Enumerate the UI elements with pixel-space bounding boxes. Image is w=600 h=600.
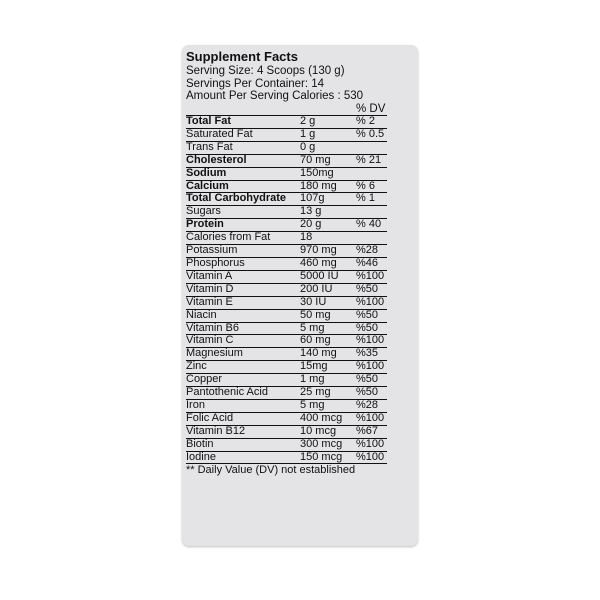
nutrient-name: Niacin: [186, 309, 300, 322]
nutrient-name: Cholesterol: [186, 154, 300, 167]
table-row: [186, 116, 387, 128]
table-row: [186, 257, 387, 270]
table-row: [186, 412, 387, 425]
nutrient-name: Protein: [186, 219, 300, 232]
table-row: [186, 438, 387, 451]
nutrient-dv: % 21: [356, 154, 387, 167]
nutrient-amount: 460 mg: [300, 257, 356, 270]
nutrient-amount: 200 IU: [300, 283, 356, 296]
table-row: [186, 270, 387, 283]
nutrient-name: Vitamin C: [186, 335, 300, 348]
table-row: [186, 348, 387, 361]
dv-column-header: % DV: [356, 102, 386, 115]
nutrient-dv: [356, 232, 387, 245]
nutrient-amount: 150 mcg: [300, 451, 356, 464]
footnote: ** Daily Value (DV) not established: [186, 464, 356, 477]
amount-per-serving: Amount Per Serving Calories : 530: [186, 90, 364, 102]
nutrient-dv: [356, 167, 387, 180]
nutrient-name: Vitamin A: [186, 270, 300, 283]
nutrient-amount: 30 IU: [300, 296, 356, 309]
table-row: [186, 232, 387, 245]
nutrient-name: Total Fat: [186, 116, 300, 128]
panel-title: Supplement Facts: [186, 49, 298, 64]
dv-header-row: [186, 103, 387, 117]
nutrient-dv: %46: [356, 257, 387, 270]
nutrient-name: Trans Fat: [186, 141, 300, 154]
nutrient-amount: 15mg: [300, 361, 356, 374]
nutrient-amount: 25 mg: [300, 387, 356, 400]
table-row: [186, 141, 387, 154]
nutrient-dv: %100: [356, 296, 387, 309]
nutrient-amount: 0 g: [300, 141, 356, 154]
nutrient-name: Vitamin B6: [186, 322, 300, 335]
table-row: [186, 180, 387, 193]
nutrient-amount: 5 mg: [300, 322, 356, 335]
nutrient-name: Biotin: [186, 438, 300, 451]
table-row: [186, 399, 387, 412]
table-row: [186, 296, 387, 309]
table-row: [186, 309, 387, 322]
table-row: [186, 335, 387, 348]
nutrient-name: Vitamin B12: [186, 425, 300, 438]
nutrient-dv: %100: [356, 335, 387, 348]
nutrient-dv: %50: [356, 387, 387, 400]
table-row: [186, 451, 387, 464]
nutrient-amount: 13 g: [300, 206, 356, 219]
nutrient-name: Zinc: [186, 361, 300, 374]
nutrient-dv: %50: [356, 374, 387, 387]
nutrient-name: Iron: [186, 399, 300, 412]
nutrient-dv: %100: [356, 438, 387, 451]
nutrient-amount: 20 g: [300, 219, 356, 232]
nutrient-name: Vitamin E: [186, 296, 300, 309]
nutrient-name: Phosphorus: [186, 257, 300, 270]
nutrient-amount: 140 mg: [300, 348, 356, 361]
nutrient-dv: %100: [356, 361, 387, 374]
nutrient-amount: 1 mg: [300, 374, 356, 387]
nutrient-dv: %50: [356, 322, 387, 335]
table-row: [186, 206, 387, 219]
nutrient-name: Total Carbohydrate: [186, 193, 300, 206]
nutrient-amount: 300 mcg: [300, 438, 356, 451]
nutrient-amount: 150mg: [300, 167, 356, 180]
nutrient-name: Sugars: [186, 206, 300, 219]
nutrient-name: Magnesium: [186, 348, 300, 361]
nutrient-dv: %100: [356, 412, 387, 425]
table-row: [186, 167, 387, 180]
nutrient-dv: % 1: [356, 193, 387, 206]
nutrient-name: Potassium: [186, 245, 300, 258]
nutrient-name: Pantothenic Acid: [186, 387, 300, 400]
table-row: [186, 283, 387, 296]
nutrient-dv: %67: [356, 425, 387, 438]
nutrient-amount: 1 g: [300, 128, 356, 141]
nutrient-name: Vitamin D: [186, 283, 300, 296]
table-row: [186, 128, 387, 141]
nutrient-amount: 107g: [300, 193, 356, 206]
nutrient-dv: %28: [356, 245, 387, 258]
nutrient-dv: % 6: [356, 180, 387, 193]
table-row: [186, 425, 387, 438]
nutrient-dv: %35: [356, 348, 387, 361]
nutrient-amount: 70 mg: [300, 154, 356, 167]
nutrient-dv: [356, 141, 387, 154]
nutrient-dv: %28: [356, 399, 387, 412]
table-row: [186, 154, 387, 167]
nutrient-name: Copper: [186, 374, 300, 387]
nutrient-dv: % 2: [356, 116, 387, 128]
servings-per-container: Servings Per Container: 14: [186, 77, 325, 90]
table-row: [186, 387, 387, 400]
serving-size: Serving Size: 4 Scoops (130 g): [186, 65, 345, 77]
nutrient-dv: % 0.5: [356, 128, 387, 141]
nutrient-dv: %50: [356, 309, 387, 322]
nutrient-amount: 970 mg: [300, 245, 356, 258]
nutrient-amount: 5000 IU: [300, 270, 356, 283]
nutrient-amount: 50 mg: [300, 309, 356, 322]
nutrient-dv: %100: [356, 451, 387, 464]
nutrient-amount: 400 mcg: [300, 412, 356, 425]
nutrient-amount: 60 mg: [300, 335, 356, 348]
table-row: [186, 245, 387, 258]
nutrient-name: Iodine: [186, 451, 300, 464]
nutrient-amount: 5 mg: [300, 399, 356, 412]
table-row: [186, 219, 387, 232]
nutrient-dv: %100: [356, 270, 387, 283]
table-row: [186, 322, 387, 335]
table-row: [186, 193, 387, 206]
nutrient-dv: % 40: [356, 219, 387, 232]
table-row: [186, 361, 387, 374]
nutrient-dv: [356, 206, 387, 219]
nutrient-amount: 10 mcg: [300, 425, 356, 438]
nutrient-amount: 180 mg: [300, 180, 356, 193]
nutrient-name: Saturated Fat: [186, 128, 300, 141]
nutrient-dv: %50: [356, 283, 387, 296]
nutrient-name: Calcium: [186, 180, 300, 193]
nutrient-name: Folic Acid: [186, 412, 300, 425]
supplement-facts-panel: [186, 49, 387, 477]
nutrient-table: [186, 116, 387, 464]
nutrient-name: Sodium: [186, 167, 300, 180]
table-row: [186, 374, 387, 387]
nutrient-amount: 18: [300, 232, 356, 245]
nutrient-name: Calories from Fat: [186, 232, 300, 245]
nutrient-amount: 2 g: [300, 116, 356, 128]
